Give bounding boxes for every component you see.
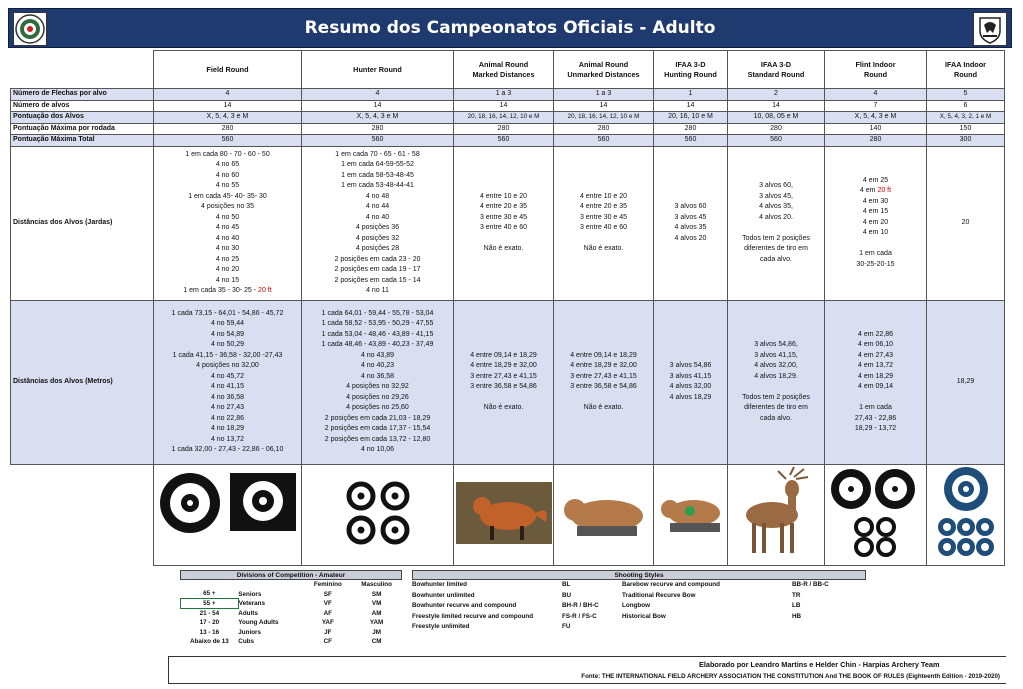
distance-line: 1 em cada xyxy=(859,250,892,258)
distance-line: 4 alvos 35 xyxy=(674,224,707,231)
cell: 5 xyxy=(927,89,1005,101)
distance-line: 3 alvos 45, xyxy=(759,192,793,200)
distance-line: 4 entre 10 e 20 xyxy=(579,192,628,200)
divisions-box xyxy=(180,570,402,646)
column-header: Hunter Round xyxy=(302,51,454,89)
column-header-row xyxy=(11,51,1005,89)
distance-line: Todos tem 2 posições xyxy=(742,393,810,401)
distance-line: 3 alvos 54,86, xyxy=(754,341,798,348)
division-row: Abaixo de 13 Cubs CF CM xyxy=(189,638,382,646)
cell: 10, 08, 05 e M xyxy=(728,112,825,124)
column-header: Field Round xyxy=(154,51,302,89)
row-label: Número de Flechas por alvo xyxy=(11,89,154,101)
style-row: Bowhunter unlimited BU Traditional Recurve Bow TR xyxy=(412,591,801,599)
column-header: IFAA 3-D Hunting Round xyxy=(654,51,728,89)
distance-line: 4 em 13,72 xyxy=(857,362,894,369)
distance-line: 4 alvos 20 xyxy=(674,234,707,242)
distance-line: Não é exato. xyxy=(583,404,624,411)
row-label: Pontuação Máxima por rodada xyxy=(11,123,154,135)
cell: 4 xyxy=(825,89,927,101)
distance-line: 4 no 65 xyxy=(215,161,240,168)
cell-flint-meters xyxy=(825,300,927,464)
distance-line xyxy=(730,223,822,234)
cell-animal-marked-yards xyxy=(454,146,554,300)
distance-line: 4 no 59,44 xyxy=(210,320,245,327)
column-header: Animal Round Unmarked Distances xyxy=(554,51,654,89)
distances-yards-row xyxy=(11,146,1005,300)
distance-line: 4 alvos 18,29. xyxy=(754,372,798,380)
divisions-header-row xyxy=(181,580,402,589)
distance-line: 2 posições em cada 15 - 14 xyxy=(334,276,421,284)
championship-table xyxy=(10,50,1005,566)
header-corner xyxy=(11,51,154,89)
style-row: Bowhunter limited BL Barebow recurve and compound BB-R / BB-C xyxy=(412,581,829,589)
distance-line: 4 em 10 xyxy=(862,229,889,237)
column-header: IFAA 3-D Standard Round xyxy=(728,51,825,89)
distance-line: 2 posições em cada 21,03 - 18,29 xyxy=(324,414,431,422)
distance-line: 4 entre 10 e 20 xyxy=(479,192,528,200)
distance-line: 4 no 40 xyxy=(215,234,240,242)
distance-line: 4 entre 20 e 35 xyxy=(479,203,528,210)
cell-hunter-yards xyxy=(302,146,454,300)
cell: 560 xyxy=(302,135,454,147)
column-header: Animal Round Marked Distances xyxy=(454,51,554,89)
cell-animal-marked-meters xyxy=(454,300,554,464)
cell: 560 xyxy=(154,135,302,147)
distance-line: 4 em 30 xyxy=(862,197,889,205)
distance-line: 4 no 13,72 xyxy=(210,435,245,443)
cell-hunter-meters xyxy=(302,300,454,464)
title-bar xyxy=(8,8,1012,48)
divisions-table xyxy=(180,580,402,646)
distance-line: diferentes de tiro em xyxy=(744,404,808,411)
cell: 1 a 3 xyxy=(554,89,654,101)
distance-line: 3 entre 27,43 e 41,15 xyxy=(470,372,537,380)
cell: 280 xyxy=(154,123,302,135)
distance-line: 4 no 41,15 xyxy=(210,383,245,390)
distance-line: 3 entre 40 e 60 xyxy=(579,224,628,231)
distance-line: 4 no 40 xyxy=(365,213,390,221)
cell: 20, 16, 10 e M xyxy=(654,112,728,124)
cell: 2 xyxy=(728,89,825,101)
distance-line: 3 entre 40 e 60 xyxy=(479,224,528,231)
distance-line: 4 no 48 xyxy=(365,192,390,200)
distance-line: 4 alvos 32,00, xyxy=(754,362,798,369)
team-logo xyxy=(973,12,1007,46)
style-row: Freestyle limited recurve and compound FS-R / FS-C Historical Bow HB xyxy=(412,612,802,620)
distance-line: 3 alvos 54,86 xyxy=(669,362,712,369)
distance-line: cada alvo. xyxy=(760,414,792,422)
cell: X, 5, 4, 3, 2, 1 e M xyxy=(927,112,1005,124)
ifaa-indoor-target-image xyxy=(927,464,1005,566)
distance-line xyxy=(827,393,924,404)
cell: 20, 18, 16, 14, 12, 10 e M xyxy=(554,112,654,124)
divisions-title: Divisions of Competition - Amateur xyxy=(180,570,402,580)
cell-animal-unmarked-yards xyxy=(554,146,654,300)
cell-animal-unmarked-meters xyxy=(554,300,654,464)
distance-line: 27,43 - 22,86 xyxy=(854,414,897,422)
cell: 140 xyxy=(825,123,927,135)
distance-line: 4 entre 09,14 e 18,29 xyxy=(470,351,537,359)
shooting-styles-title: Shooting Styles xyxy=(412,570,866,580)
cell: 280 xyxy=(302,123,454,135)
table-row xyxy=(11,100,1005,112)
field-target-image xyxy=(154,464,302,566)
distance-line: 1 cada 53,04 - 48,46 - 43,89 - 41,15 xyxy=(321,330,434,338)
distances-meters-row xyxy=(11,300,1005,464)
cell: 150 xyxy=(927,123,1005,135)
distance-line: 4 no 60 xyxy=(215,171,240,179)
cell: 1 xyxy=(654,89,728,101)
cell: 7 xyxy=(825,100,927,112)
distance-line: 4 em 22,86 xyxy=(857,330,894,338)
cell-ifaa-hunting-meters xyxy=(654,300,728,464)
row-label: Pontuação dos Alvos xyxy=(11,112,154,124)
distance-line: 3 alvos 45 xyxy=(674,213,707,221)
distance-line: 4 no 11 xyxy=(366,287,389,294)
distance-line: 1 cada 48,46 - 43,89 - 40,23 - 37,49 xyxy=(321,341,434,348)
table-row xyxy=(11,135,1005,147)
distance-line: 4 no 27,43 xyxy=(210,404,245,411)
distance-line: 4 posições 28 xyxy=(355,245,400,252)
distance-line: 1 em cada 58-53-48-45 xyxy=(341,171,414,179)
cell-ifaa-standard-yards xyxy=(728,146,825,300)
distance-line: 3 alvos 60 xyxy=(674,203,707,210)
distance-line: 4 alvos 18,29 xyxy=(669,393,712,401)
ifaa-standard-target-image xyxy=(728,464,825,566)
table-row xyxy=(11,112,1005,124)
distance-line: 4 posições no 32,00 xyxy=(196,362,259,369)
cell: 560 xyxy=(554,135,654,147)
distance-line: Não é exato. xyxy=(483,245,524,252)
distance-line: 4 em 09,14 xyxy=(857,383,894,390)
distance-line: 30-25-20-15 xyxy=(856,260,895,268)
distance-line: 4 no 45,72 xyxy=(210,372,245,380)
distance-line: 3 entre 30 e 45 xyxy=(479,213,528,221)
distance-line: 4 entre 20 e 35 xyxy=(579,203,628,210)
distance-line: 4 no 20 xyxy=(215,266,240,273)
distance-line: cada alvo. xyxy=(760,255,792,263)
distance-line: 4 no 55 xyxy=(215,182,240,189)
distance-line: 4 no 43,89 xyxy=(360,351,395,359)
distance-line: 4 no 25 xyxy=(215,255,240,263)
distance-line: 4 no 15 xyxy=(215,276,240,284)
distance-line: 1 em cada 64-59-55-52 xyxy=(341,161,414,168)
distance-line xyxy=(556,234,651,245)
division-row: 17 - 20 Young Adults YAF YAM xyxy=(199,619,384,627)
credit-text: Elaborado por Leandro Martins e Helder Chin - Harpias Archery Team xyxy=(699,660,940,669)
cell: 280 xyxy=(825,135,927,147)
distance-line: 3 alvos 41,15 xyxy=(669,372,712,380)
distance-line xyxy=(827,239,924,250)
division-row: 21 - 54 Adults AF AM xyxy=(199,610,382,618)
distance-line xyxy=(456,393,551,404)
animal-marked-target-image xyxy=(454,464,554,566)
ifaa-hunting-target-image xyxy=(654,464,728,566)
cell: 300 xyxy=(927,135,1005,147)
distance-line xyxy=(456,234,551,245)
distance-line: 4 alvos 20. xyxy=(759,213,793,221)
distance-line: 3 entre 30 e 45 xyxy=(579,213,628,221)
cell-ifaa-indoor-meters: 18,29 xyxy=(927,300,1005,464)
cell: 1 a 3 xyxy=(454,89,554,101)
flint-target-image xyxy=(825,464,927,566)
distance-line: 2 posições em cada 17,37 - 15,54 xyxy=(324,425,431,432)
distance-line: 4 no 50 xyxy=(215,213,240,221)
row-label: Distâncias dos Alvos (Jardas) xyxy=(11,146,154,300)
row-label: Número de alvos xyxy=(11,100,154,112)
division-row: 13 - 16 Juniors JF JM xyxy=(199,628,381,636)
distance-line: 4 alvos 32,00 xyxy=(669,383,712,390)
distance-line: Não é exato. xyxy=(483,404,524,411)
distance-line: 4 no 10,06 xyxy=(360,446,395,453)
cell: 14 xyxy=(302,100,454,112)
distance-line: 4 no 44 xyxy=(365,203,390,210)
distance-line: 4 no 36,58 xyxy=(210,393,245,401)
cell: 14 xyxy=(154,100,302,112)
cell-ifaa-indoor-yards: 20 xyxy=(927,146,1005,300)
distance-line xyxy=(556,393,651,404)
distance-line: 4 posições 32 xyxy=(355,234,400,242)
distance-line: 3 alvos 60, xyxy=(759,182,793,189)
distance-line: 4 no 45 xyxy=(215,224,240,231)
distance-line: 4 no 30 xyxy=(215,245,240,252)
hunter-target-image xyxy=(302,464,454,566)
column-header: Flint Indoor Round xyxy=(825,51,927,89)
column-header: IFAA Indoor Round xyxy=(927,51,1005,89)
cell: 14 xyxy=(454,100,554,112)
distance-line: 1 em cada 80 - 70 - 60 - 50 xyxy=(185,150,270,158)
cell: 280 xyxy=(454,123,554,135)
style-row: Freestyle unlimited FU xyxy=(412,623,571,631)
distance-line: 4 no 22,86 xyxy=(210,414,245,422)
distance-line: 4 no 40,23 xyxy=(360,362,395,369)
cell: X, 5, 4, 3 e M xyxy=(825,112,927,124)
style-row: Bowhunter recurve and compound BH-R / BH-C Longbow LB xyxy=(412,602,801,610)
cell: 14 xyxy=(554,100,654,112)
table-row xyxy=(11,123,1005,135)
distance-line: 1 cada 64,01 - 59,44 - 55,78 - 53,04 xyxy=(321,309,434,317)
distance-line: 4 entre 18,29 e 32,00 xyxy=(570,362,637,369)
distance-line: Não é exato. xyxy=(583,245,624,252)
cell: 6 xyxy=(927,100,1005,112)
distance-line: 1 em cada xyxy=(859,404,892,411)
distance-line: 3 entre 36,58 e 54,86 xyxy=(470,383,537,390)
division-row: 55 + Veterans VF VM xyxy=(181,599,402,609)
footer xyxy=(168,656,1006,684)
cell: X, 5, 4, 3 e M xyxy=(302,112,454,124)
distance-line: 2 posições em cada 23 - 20 xyxy=(334,255,421,263)
source-text: Fonte: THE INTERNATIONAL FIELD ARCHERY ASSOCIATION THE CONSTITUTION And THE BOOK OF RULES (Eighteenth Edition - 2019-2020) xyxy=(581,673,1000,680)
distance-line: 4 em 18,29 xyxy=(857,372,894,380)
distance-line: Todos tem 2 posições xyxy=(742,234,810,242)
distance-line: 4 posições no 35 xyxy=(201,203,254,210)
distance-line: 1 cada 32,00 - 27,43 - 22,86 - 06,10 xyxy=(171,446,284,453)
row-label: Distâncias dos Alvos (Metros) xyxy=(11,300,154,464)
cell-field-meters xyxy=(154,300,302,464)
cell-ifaa-hunting-yards xyxy=(654,146,728,300)
distance-line: 4 entre 18,29 e 32,00 xyxy=(470,362,537,369)
page-title: Resumo dos Campeonatos Oficiais - Adulto xyxy=(304,18,716,38)
distance-line: 4 posições no 29,26 xyxy=(346,393,409,401)
cell: 4 xyxy=(302,89,454,101)
cell: 560 xyxy=(728,135,825,147)
distance-line: 2 posições em cada 19 - 17 xyxy=(334,266,421,273)
distance-line: 2 posições em cada 13,72 - 12,80 xyxy=(324,435,431,443)
animal-unmarked-target-image xyxy=(554,464,654,566)
target-images-row xyxy=(11,464,1005,566)
images-blank xyxy=(11,464,154,566)
distance-line: 4 em 20 xyxy=(862,218,889,226)
cell: 4 xyxy=(154,89,302,101)
cell-field-yards: 1 em cada 80 - 70 - 60 - 50 4 no 65 4 no 60 4 no 55 1 em cada 45- 40- 35- 30 4 posições no 35 4 no 50 4 no 45 4 no 40 4 no 30 4 no 25 4 no 20 4 no 15 1 em cada 35 - 30- 25 - 20 ft xyxy=(154,146,302,300)
distance-line: diferentes de tiro em xyxy=(744,245,808,252)
cell: 280 xyxy=(728,123,825,135)
distance-line: 3 alvos 41,15, xyxy=(754,351,798,359)
distance-line: 4 posições no 25,60 xyxy=(346,404,409,411)
cell: 560 xyxy=(454,135,554,147)
cell: 20, 18, 16, 14, 12, 10 e M xyxy=(454,112,554,124)
cell: 560 xyxy=(654,135,728,147)
distance-line: 4 no 36,58 xyxy=(360,372,395,380)
table-row xyxy=(11,89,1005,101)
division-row: 65 + Seniors SF SM xyxy=(203,590,382,598)
distance-line: 4 em 15 xyxy=(862,208,889,216)
cell: 280 xyxy=(654,123,728,135)
cell: 14 xyxy=(728,100,825,112)
row-label: Pontuação Máxima Total xyxy=(11,135,154,147)
distance-line: 4 no 50,29 xyxy=(210,341,245,348)
distance-line: 3 entre 36,58 e 54,86 xyxy=(570,383,637,390)
distance-line: 1 em cada 70 - 65 - 61 - 58 xyxy=(335,150,420,158)
cell-ifaa-standard-meters xyxy=(728,300,825,464)
distance-line: 4 em 27,43 xyxy=(857,351,894,359)
distance-line: 1 cada 73,15 - 64,01 - 54,86 - 45,72 xyxy=(171,309,284,317)
cell-flint-yards: 4 em 25 4 em 20 ft 4 em 30 4 em 15 4 em 20 4 em 10 1 em cada 30-25-20-15 xyxy=(825,146,927,300)
distance-line: 4 entre 09,14 e 18,29 xyxy=(570,351,637,359)
cell: X, 5, 4, 3 e M xyxy=(154,112,302,124)
distance-line: 4 no 18,29 xyxy=(210,425,245,432)
cell: 280 xyxy=(554,123,654,135)
distance-line: 1 em cada 53-48-44-41 xyxy=(341,182,414,189)
distance-line: 4 alvos 35, xyxy=(759,203,793,210)
distance-line: 1 cada 41,15 - 36,58 - 32,00 -27,43 xyxy=(172,351,283,359)
distance-line: 1 em cada 45- 40- 35- 30 xyxy=(188,192,267,200)
distance-line: 4 posições 36 xyxy=(355,224,400,231)
distance-line: 4 posições no 32,92 xyxy=(346,383,409,390)
distance-line: 3 entre 27,43 e 41,15 xyxy=(570,372,637,380)
distance-line: 18,29 - 13,72 xyxy=(854,425,897,432)
shooting-styles-table xyxy=(412,580,866,633)
cell: 14 xyxy=(654,100,728,112)
distance-line: 4 em 06,10 xyxy=(857,341,894,348)
distance-line: 4 no 54,89 xyxy=(210,330,245,338)
shooting-styles-box xyxy=(412,570,866,633)
female-header: Feminino xyxy=(313,581,342,589)
distance-line: 1 cada 58,52 - 53,95 - 50,29 - 47,55 xyxy=(321,320,434,327)
male-header: Masculino xyxy=(361,581,392,589)
distance-line xyxy=(730,382,822,393)
